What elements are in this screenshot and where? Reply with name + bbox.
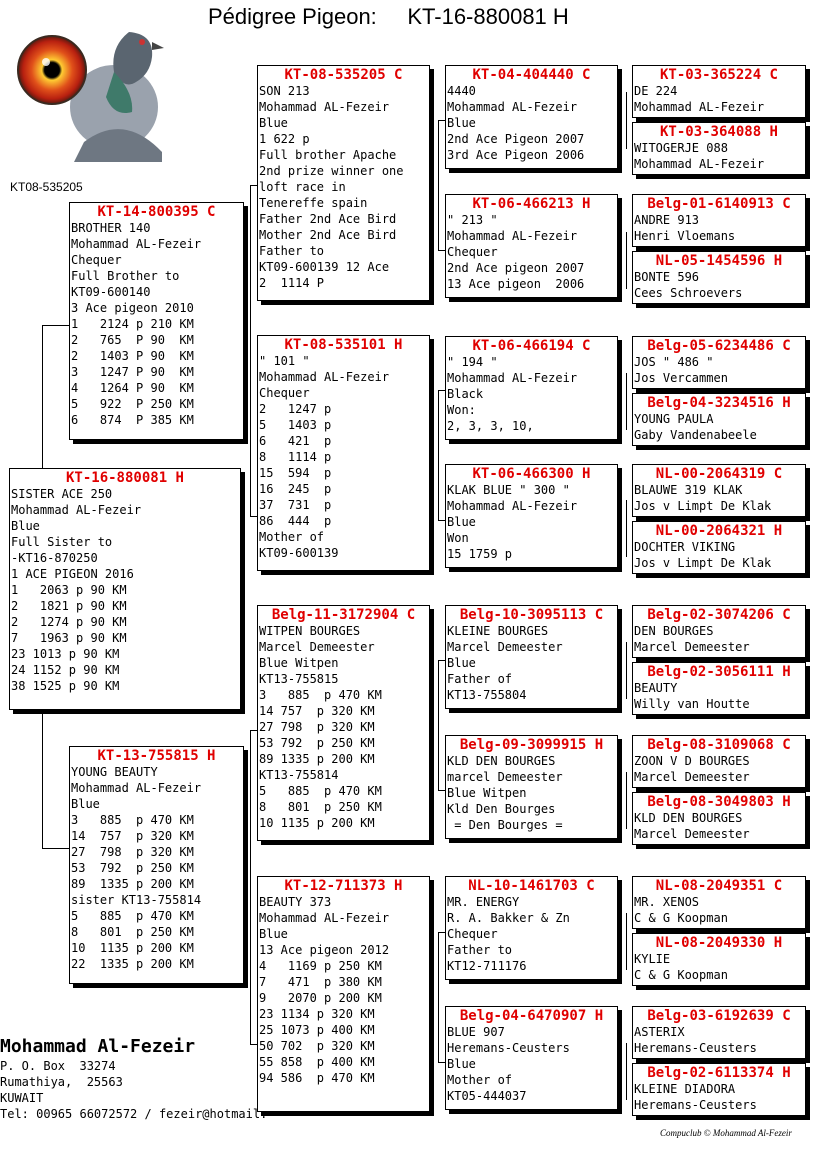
ring-number: NL-05-1454596 H [655, 253, 783, 269]
box-line: Blue [259, 927, 288, 941]
connector [250, 730, 251, 1044]
box-line: 2, 3, 3, 10, [447, 419, 534, 433]
connector [438, 790, 445, 791]
pedigree-box-subject [9, 468, 241, 710]
pedigree-box-gen4 [632, 251, 806, 304]
box-line: KLD DEN BOURGES [634, 811, 743, 825]
ring-number: KT-04-404440 C [472, 67, 591, 83]
box-line: 2nd prize winner one [259, 164, 404, 178]
ring-number: NL-08-2049351 C [655, 878, 783, 894]
box-line: Cees Schroevers [634, 286, 743, 300]
box-line: C & G Koopman [634, 911, 728, 925]
box-line: Won: [447, 403, 476, 417]
box-line: loft race in [259, 180, 346, 194]
pedigree-box-gen2 [257, 605, 430, 841]
pedigree-box-gen4 [632, 662, 806, 715]
box-line: Blue [447, 1057, 476, 1071]
pedigree-box-gen3 [445, 336, 618, 440]
connector [42, 325, 43, 469]
connector [626, 232, 627, 289]
box-line: DE 224 [634, 84, 678, 98]
ring-number: KT-06-466213 H [472, 196, 591, 212]
box-line: Heremans-Ceusters [447, 1041, 570, 1055]
box-line: 3rd Ace Pigeon 2006 [447, 148, 585, 162]
ring-number: Belg-11-3172904 C [271, 607, 416, 623]
ring-number: Belg-02-6113374 H [647, 1065, 791, 1081]
pedigree-box-gen4 [632, 876, 806, 929]
box-line: 2 1114 P [259, 276, 325, 290]
ring-number: Belg-10-3095113 C [459, 607, 604, 623]
owner-contact: Tel: 00965 66072572 / fezeir@hotmail. [0, 1107, 268, 1121]
box-line: Mohammad AL-Fezeir [71, 781, 202, 795]
ring-number: KT-06-466194 C [472, 338, 591, 354]
owner-name: Mohammad Al-Fezeir [0, 1036, 196, 1057]
box-line: = Den Bourges = [447, 818, 563, 832]
ring-number: Belg-08-3109068 C [647, 737, 791, 753]
box-line: 14 757 p 320 KM [259, 704, 375, 718]
box-line: 50 702 p 320 KM [259, 1039, 375, 1053]
box-line: 13 Ace pigeon 2006 [447, 277, 585, 291]
box-line: ASTERIX [634, 1025, 685, 1039]
box-line: Black [447, 387, 484, 401]
box-line: Jos v Limpt De Klak [634, 499, 772, 513]
pedigree-box-gen4 [632, 792, 806, 845]
box-line: Mohammad AL-Fezeir [447, 499, 578, 513]
connector [250, 185, 251, 516]
box-line: Henri Vloemans [634, 229, 736, 243]
box-line: 2 1821 p 90 KM [11, 599, 127, 613]
pigeon-icon [14, 12, 164, 162]
connector [438, 932, 439, 1062]
pedigree-box-gen3 [445, 65, 618, 169]
box-line: Willy van Houtte [634, 697, 750, 711]
ring-number: Belg-04-3234516 H [647, 395, 791, 411]
box-line: 22 1335 p 200 KM [71, 957, 194, 971]
box-line: Heremans-Ceusters [634, 1098, 757, 1112]
box-line: -KT16-870250 [11, 551, 98, 565]
ring-number: KT-03-365224 C [659, 67, 778, 83]
box-line: WITOGERJE 088 [634, 141, 728, 155]
connector [438, 250, 445, 251]
pedigree-box-father [69, 202, 244, 440]
box-line: 3 885 p 470 KM [71, 813, 194, 827]
box-line: 10 1135 p 200 KM [71, 941, 194, 955]
box-line: Tenereffe spain [259, 196, 368, 210]
ring-number: KT-12-711373 H [284, 878, 403, 894]
box-line: KT09-600139 [259, 546, 339, 560]
ring-number: KT-06-466300 H [472, 466, 591, 482]
connector [626, 642, 627, 699]
pedigree-box-gen4 [632, 464, 806, 517]
box-line: Blue [11, 519, 40, 533]
ring-number: Belg-02-3056111 H [647, 664, 791, 680]
box-line: BLUE 907 [447, 1025, 505, 1039]
box-line: Mohammad AL-Fezeir [71, 237, 202, 251]
owner-line: P. O. Box 33274 [0, 1059, 116, 1073]
box-line: KYLIE [634, 952, 671, 966]
ring-number: NL-00-2064319 C [655, 466, 783, 482]
box-line: 10 1135 p 200 KM [259, 816, 375, 830]
box-line: Mohammad AL-Fezeir [259, 911, 390, 925]
box-line: KT09-600139 12 Ace [259, 260, 390, 274]
owner-line: KUWAIT [0, 1091, 44, 1105]
ring-number: KT-14-800395 C [97, 204, 216, 220]
box-line: Mohammad AL-Fezeir [259, 370, 390, 384]
pedigree-box-gen4 [632, 933, 806, 986]
box-line: 6 874 P 385 KM [71, 413, 194, 427]
box-line: KT12-711176 [447, 959, 527, 973]
pedigree-box-gen3 [445, 735, 618, 839]
box-line: Blue [71, 797, 100, 811]
box-line: Mother of [447, 1073, 513, 1087]
connector [438, 390, 445, 391]
box-line: 2 1274 p 90 KM [11, 615, 127, 629]
box-line: Marcel Demeester [634, 640, 750, 654]
box-line: Mohammad AL-Fezeir [447, 229, 578, 243]
box-line: C & G Koopman [634, 968, 728, 982]
ring-number: Belg-09-3099915 H [459, 737, 604, 753]
box-line: 13 Ace pigeon 2012 [259, 943, 390, 957]
pedigree-box-gen2 [257, 65, 430, 301]
photo-caption: KT08-535205 [10, 180, 83, 194]
box-line: 2nd Ace pigeon 2007 [447, 261, 585, 275]
box-line: KT13-755815 [259, 672, 339, 686]
pedigree-box-gen4 [632, 336, 806, 389]
box-line: 23 1013 p 90 KM [11, 647, 120, 661]
box-line: Father of [447, 672, 513, 686]
ring-number: NL-08-2049330 H [655, 935, 783, 951]
box-line: 5 885 p 470 KM [259, 784, 382, 798]
box-line: SON 213 [259, 84, 310, 98]
box-line: Mohammad AL-Fezeir [447, 371, 578, 385]
pedigree-box-gen3 [445, 194, 618, 298]
box-line: 3 Ace pigeon 2010 [71, 301, 194, 315]
box-line: Mohammad AL-Fezeir [634, 157, 765, 171]
box-line: 1 ACE PIGEON 2016 [11, 567, 134, 581]
box-line: Kld Den Bourges [447, 802, 556, 816]
connector [438, 1062, 445, 1063]
box-line: 94 586 p 470 KM [259, 1071, 375, 1085]
box-line: 2nd Ace Pigeon 2007 [447, 132, 585, 146]
box-line: DEN BOURGES [634, 624, 714, 638]
pigeon-photo [14, 12, 164, 162]
box-line: Mohammad AL-Fezeir [11, 503, 142, 517]
box-line: 37 731 p [259, 498, 332, 512]
box-line: YOUNG PAULA [634, 412, 714, 426]
box-line: R. A. Bakker & Zn [447, 911, 570, 925]
box-line: Chequer [447, 927, 498, 941]
connector [626, 92, 627, 149]
pedigree-box-gen4 [632, 521, 806, 574]
ring-number: KT-13-755815 H [97, 748, 216, 764]
box-line: 7 1963 p 90 KM [11, 631, 127, 645]
pedigree-box-mother [69, 746, 244, 984]
connector [438, 120, 439, 250]
box-line: Mohammad AL-Fezeir [259, 100, 390, 114]
box-line: Heremans-Ceusters [634, 1041, 757, 1055]
box-line: Mother 2nd Ace Bird [259, 228, 397, 242]
box-line: 14 757 p 320 KM [71, 829, 194, 843]
owner-block [0, 1036, 267, 1122]
box-line: BLAUWE 319 KLAK [634, 483, 743, 497]
box-line: KT09-600140 [71, 285, 151, 299]
box-line: 23 1134 p 320 KM [259, 1007, 375, 1021]
box-line: 4440 [447, 84, 476, 98]
box-line: 38 1525 p 90 KM [11, 679, 120, 693]
pedigree-box-gen3 [445, 605, 618, 709]
pedigree-box-gen4 [632, 735, 806, 788]
connector [438, 660, 439, 790]
box-line: 5 1403 p [259, 418, 332, 432]
box-line: Jos Vercammen [634, 371, 728, 385]
box-line: 53 792 p 250 KM [71, 861, 194, 875]
box-line: Mother of [259, 530, 325, 544]
box-line: 15 594 p [259, 466, 332, 480]
box-line: DOCHTER VIKING [634, 540, 736, 554]
box-line: KT13-755814 [259, 768, 339, 782]
pedigree-box-gen4 [632, 1006, 806, 1059]
box-line: " 101 " [259, 354, 310, 368]
connector [42, 710, 43, 848]
ring-number: Belg-08-3049803 H [647, 794, 791, 810]
ring-number: Belg-01-6140913 C [647, 196, 791, 212]
pedigree-box-gen4 [632, 605, 806, 658]
box-line: Marcel Demeester [259, 640, 375, 654]
box-line: Gaby Vandenabeele [634, 428, 757, 442]
pedigree-box-gen4 [632, 194, 806, 247]
box-line: Blue [447, 515, 476, 529]
connector [626, 913, 627, 970]
box-line: 5 922 P 250 KM [71, 397, 194, 411]
box-line: 27 798 p 320 KM [71, 845, 194, 859]
ring-number: Belg-03-6192639 C [647, 1008, 791, 1024]
box-line: BEAUTY 373 [259, 895, 332, 909]
ring-number: KT-03-364088 H [659, 124, 778, 140]
box-line: 7 471 p 380 KM [259, 975, 382, 989]
box-line: Chequer [259, 386, 310, 400]
box-line: 2 1403 P 90 KM [71, 349, 194, 363]
ring-number: KT-08-535205 C [284, 67, 403, 83]
box-line: Jos v Limpt De Klak [634, 556, 772, 570]
pedigree-box-gen2 [257, 876, 430, 1112]
pedigree-box-gen2 [257, 335, 430, 571]
box-line: KLEINE DIADORA [634, 1082, 736, 1096]
box-line: 55 858 p 400 KM [259, 1055, 375, 1069]
box-line: Blue Witpen [447, 786, 527, 800]
box-line: " 213 " [447, 213, 498, 227]
box-line: 2 765 P 90 KM [71, 333, 194, 347]
box-line: JOS " 486 " [634, 355, 714, 369]
owner-line: Rumathiya, 25563 [0, 1075, 123, 1089]
box-line: Father to [447, 943, 513, 957]
box-line: " 194 " [447, 355, 498, 369]
box-line: KT05-444037 [447, 1089, 527, 1103]
box-line: 1 622 p [259, 132, 310, 146]
box-line: Blue [447, 116, 476, 130]
box-line: 5 885 p 470 KM [71, 909, 194, 923]
box-line: Marcel Demeester [634, 770, 750, 784]
box-line: 6 421 p [259, 434, 332, 448]
pedigree-box-gen3 [445, 1006, 618, 1110]
box-line: Mohammad AL-Fezeir [634, 100, 765, 114]
box-line: 1 2124 p 210 KM [71, 317, 194, 331]
connector [438, 932, 445, 933]
box-line: WITPEN BOURGES [259, 624, 361, 638]
ring-number: Belg-02-3074206 C [647, 607, 791, 623]
box-line: KT13-755804 [447, 688, 527, 702]
pedigree-box-gen3 [445, 464, 618, 568]
connector [626, 1043, 627, 1100]
box-line: 86 444 p [259, 514, 332, 528]
box-line: BEAUTY [634, 681, 678, 695]
page-title: Pédigree Pigeon: KT-16-880081 H [208, 4, 569, 29]
box-line: Marcel Demeester [634, 827, 750, 841]
box-line: 3 885 p 470 KM [259, 688, 382, 702]
box-line: BROTHER 140 [71, 221, 151, 235]
box-line: Father to [259, 244, 325, 258]
box-line: 8 801 p 250 KM [259, 800, 382, 814]
box-line: 4 1264 P 90 KM [71, 381, 194, 395]
connector [438, 520, 445, 521]
connector [438, 390, 439, 520]
box-line: 89 1335 p 200 KM [71, 877, 194, 891]
box-line: ZOON V D BOURGES [634, 754, 750, 768]
connector [438, 660, 445, 661]
connector [626, 772, 627, 829]
box-line: 24 1152 p 90 KM [11, 663, 120, 677]
box-line: sister KT13-755814 [71, 893, 202, 907]
box-line: 9 2070 p 200 KM [259, 991, 382, 1005]
box-line: Blue [447, 656, 476, 670]
box-line: Full Sister to [11, 535, 113, 549]
box-line: Full brother Apache [259, 148, 397, 162]
pedigree-box-gen4 [632, 122, 806, 175]
pedigree-box-gen4 [632, 65, 806, 118]
ring-number: NL-10-1461703 C [468, 878, 595, 894]
connector [42, 848, 70, 849]
box-line: 27 798 p 320 KM [259, 720, 375, 734]
box-line: KLAK BLUE " 300 " [447, 483, 570, 497]
box-line: YOUNG BEAUTY [71, 765, 158, 779]
pedigree-box-gen3 [445, 876, 618, 980]
box-line: Blue Witpen [259, 656, 339, 670]
box-line: 15 1759 p [447, 547, 513, 561]
box-line: Marcel Demeester [447, 640, 563, 654]
box-line: Father 2nd Ace Bird [259, 212, 397, 226]
pedigree-box-gen4 [632, 393, 806, 446]
box-line: 8 1114 p [259, 450, 332, 464]
box-line: Chequer [71, 253, 122, 267]
box-line: MR. ENERGY [447, 895, 520, 909]
box-line: ANDRE 913 [634, 213, 700, 227]
box-line: KLD DEN BOURGES [447, 754, 556, 768]
connector [42, 325, 70, 326]
box-line: BONTE 596 [634, 270, 700, 284]
box-line: KLEINE BOURGES [447, 624, 549, 638]
connector [438, 120, 445, 121]
box-line: Blue [259, 116, 288, 130]
ring-number: Belg-05-6234486 C [647, 338, 791, 354]
box-line: 25 1073 p 400 KM [259, 1023, 375, 1037]
box-line: 1 2063 p 90 KM [11, 583, 127, 597]
software-credit: Compuclub © Mohammad Al-Fezeir [660, 1128, 792, 1138]
pedigree-box-gen4 [632, 1063, 806, 1116]
connector [626, 500, 627, 557]
ring-number: KT-08-535101 H [284, 337, 403, 353]
box-line: 4 1169 p 250 KM [259, 959, 382, 973]
box-line: 2 1247 p [259, 402, 332, 416]
ring-number: Belg-04-6470907 H [459, 1008, 604, 1024]
box-line: Full Brother to [71, 269, 180, 283]
box-line: Mohammad AL-Fezeir [447, 100, 578, 114]
box-line: Chequer [447, 245, 498, 259]
box-line: Won [447, 531, 469, 545]
ring-number: NL-00-2064321 H [655, 523, 783, 539]
box-line: marcel Demeester [447, 770, 563, 784]
box-line: 8 801 p 250 KM [71, 925, 194, 939]
box-line: SISTER ACE 250 [11, 487, 113, 501]
box-line: 16 245 p [259, 482, 332, 496]
ring-number: KT-16-880081 H [65, 470, 184, 486]
box-line: 53 792 p 250 KM [259, 736, 375, 750]
box-line: 89 1335 p 200 KM [259, 752, 375, 766]
box-line: MR. XENOS [634, 895, 700, 909]
box-line: 3 1247 P 90 KM [71, 365, 194, 379]
connector [626, 373, 627, 430]
